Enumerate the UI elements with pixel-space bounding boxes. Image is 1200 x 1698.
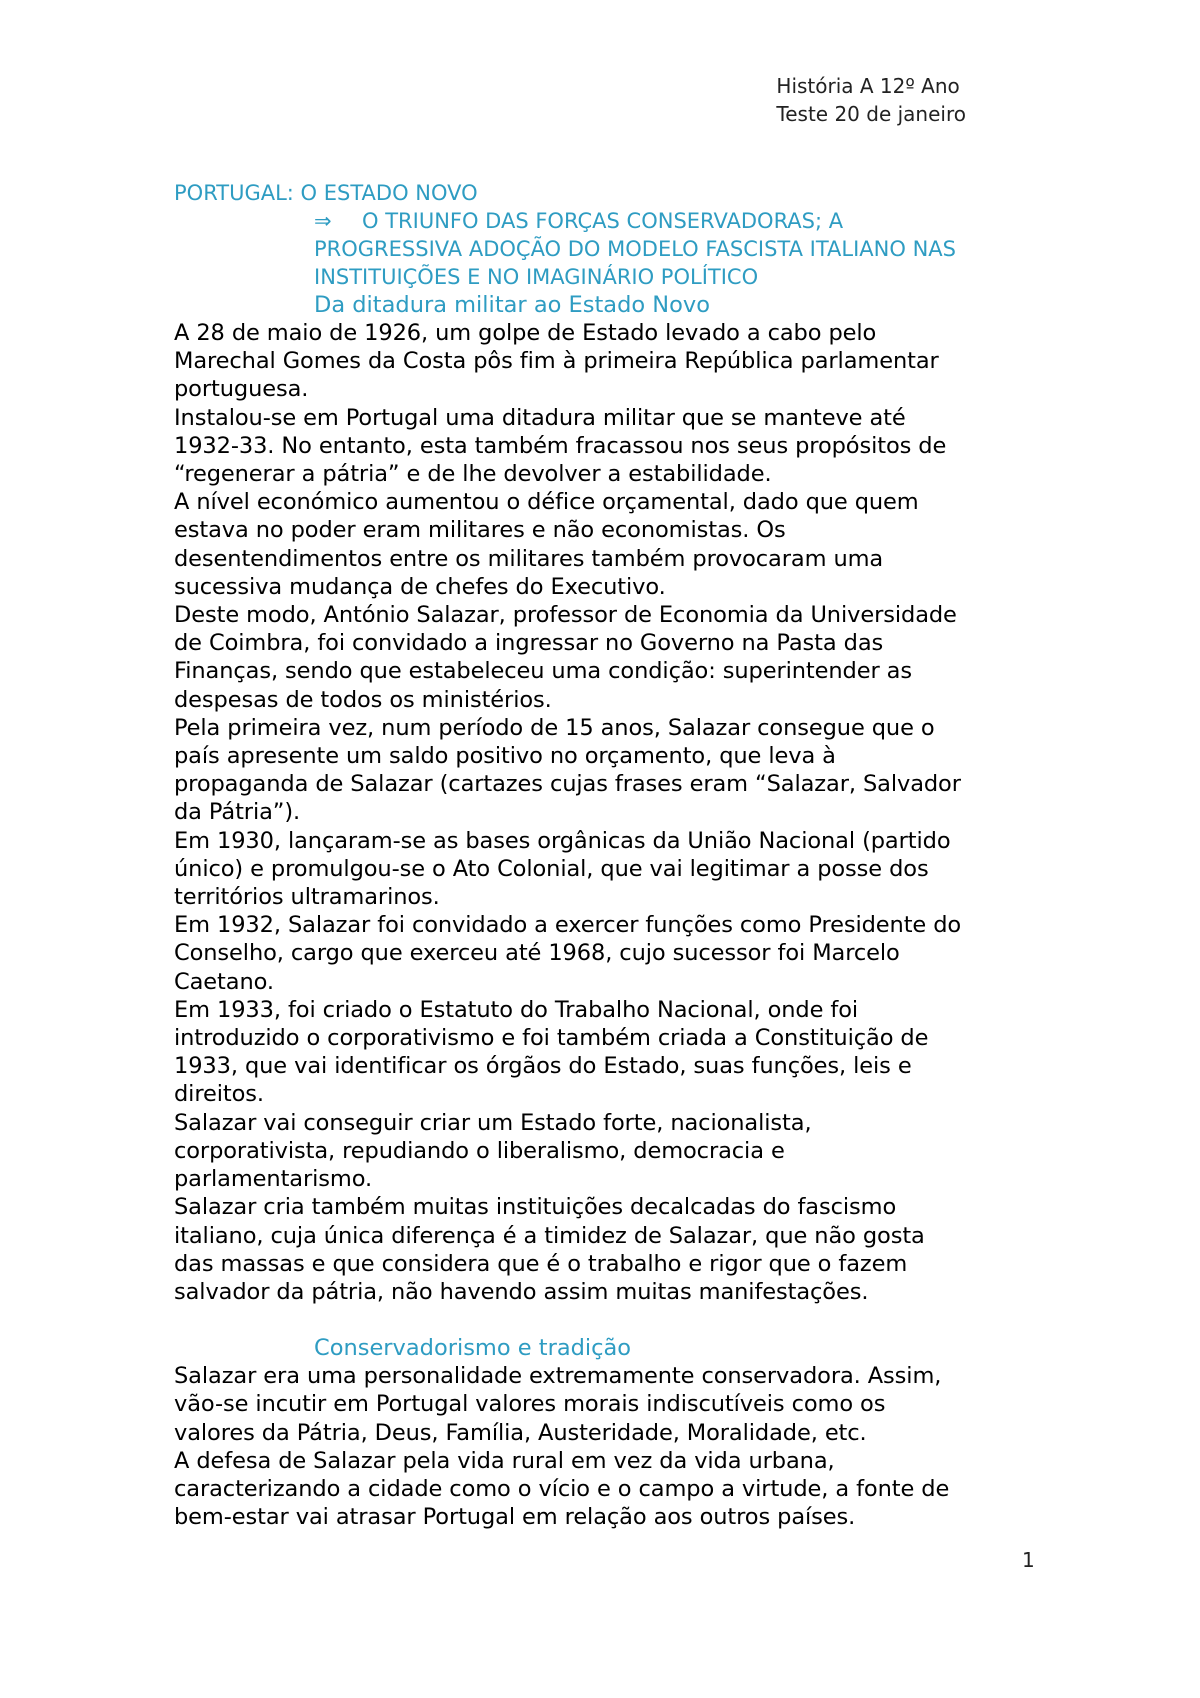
text-line: país apresente um saldo positivo no orçamento, que leva à: [174, 743, 836, 770]
text-line: salvador da pátria, não havendo assim muitas manifestações.: [174, 1278, 869, 1305]
text-line: parlamentarismo.: [174, 1166, 373, 1193]
right-arrow-icon: ⇒: [314, 209, 332, 233]
text-line: de Coimbra, foi convidado a ingressar no Governo na Pasta das: [174, 630, 884, 657]
text-line: Pela primeira vez, num período de 15 anos, Salazar consegue que o: [174, 714, 935, 741]
text-line: direitos.: [174, 1081, 264, 1108]
header-test-date: Teste 20 de janeiro: [776, 102, 966, 126]
text-line: caracterizando a cidade como o vício e o campo a virtude, a fonte de: [174, 1475, 950, 1502]
text-line: bem-estar vai atrasar Portugal em relação aos outros países.: [174, 1504, 856, 1531]
text-line: 1932-33. No entanto, esta também fracassou nos seus propósitos de: [174, 432, 947, 459]
text-line: Salazar era uma personalidade extremamente conservadora. Assim,: [174, 1363, 942, 1390]
text-line: Caetano.: [174, 968, 274, 995]
text-line: portuguesa.: [174, 376, 309, 403]
text-line: Marechal Gomes da Costa pôs fim à primeira República parlamentar: [174, 348, 939, 375]
section-heading-1: Da ditadura militar ao Estado Novo: [314, 292, 710, 318]
text-line: Deste modo, António Salazar, professor de Economia da Universidade: [174, 602, 957, 629]
text-line: Em 1933, foi criado o Estatuto do Trabalho Nacional, onde foi: [174, 996, 859, 1023]
text-line: despesas de todos os ministérios.: [174, 686, 552, 713]
document-subtitle: [314, 207, 1046, 291]
text-line: A defesa de Salazar pela vida rural em vez da vida urbana,: [174, 1447, 835, 1474]
header-subject: História A 12º Ano: [776, 74, 960, 98]
text-line: Em 1932, Salazar foi convidado a exercer funções como Presidente do: [174, 912, 962, 939]
text-line: valores da Pátria, Deus, Família, Austeridade, Moralidade, etc.: [174, 1419, 867, 1446]
section-2-text: [174, 1362, 1046, 1531]
text-line: Instalou-se em Portugal uma ditadura militar que se manteve até: [174, 404, 906, 431]
document-body: [174, 179, 1046, 1531]
section-1-text: [174, 319, 1046, 1306]
text-line: da Pátria”).: [174, 799, 301, 826]
paragraph-gap: [174, 1306, 1046, 1334]
text-line: territórios ultramarinos.: [174, 884, 440, 911]
text-line: “regenerar a pátria” e de lhe devolver a estabilidade.: [174, 461, 772, 488]
page-number: 1: [1022, 1548, 1035, 1572]
subtitle-line-1: ⇒ O TRIUNFO DAS FORÇAS CONSERVADORAS; A: [314, 209, 844, 233]
text-line: propaganda de Salazar (cartazes cujas frases eram “Salazar, Salvador: [174, 771, 961, 798]
text-line: A 28 de maio de 1926, um golpe de Estado levado a cabo pelo: [174, 320, 877, 346]
document-title: PORTUGAL: O ESTADO NOVO: [174, 181, 478, 205]
text-line: sucessiva mudança de chefes do Executivo.: [174, 573, 666, 600]
text-line: 1933, que vai identificar os órgãos do Estado, suas funções, leis e: [174, 1053, 912, 1080]
text-line: italiano, cuja única diferença é a timidez de Salazar, que não gosta: [174, 1222, 925, 1249]
text-line: Salazar cria também muitas instituições decalcadas do fascismo: [174, 1194, 897, 1221]
text-line: desentendimentos entre os militares também provocaram uma: [174, 545, 884, 572]
subtitle-line-2: PROGRESSIVA ADOÇÃO DO MODELO FASCISTA ITALIANO NAS: [314, 237, 956, 261]
text-line: estava no poder eram militares e não economistas. Os: [174, 517, 786, 544]
page-header: [776, 72, 966, 128]
subtitle-line-3: INSTITUIÇÕES E NO IMAGINÁRIO POLÍTICO: [314, 265, 759, 289]
text-line: introduzido o corporativismo e foi também criada a Constituição de: [174, 1025, 929, 1052]
text-line: Finanças, sendo que estabeleceu uma condição: superintender as: [174, 658, 912, 685]
text-line: Conselho, cargo que exerceu até 1968, cujo sucessor foi Marcelo: [174, 940, 900, 967]
text-line: das massas e que considera que é o trabalho e rigor que o fazem: [174, 1250, 908, 1277]
text-line: A nível económico aumentou o défice orçamental, dado que quem: [174, 489, 919, 516]
section-heading-2: Conservadorismo e tradição: [314, 1335, 632, 1362]
text-line: corporativista, repudiando o liberalismo, democracia e: [174, 1137, 785, 1164]
text-line: único) e promulgou-se o Ato Colonial, que vai legitimar a posse dos: [174, 855, 929, 882]
text-line: vão-se incutir em Portugal valores morais indiscutíveis como os: [174, 1391, 886, 1418]
text-line: Salazar vai conseguir criar um Estado forte, nacionalista,: [174, 1109, 812, 1136]
text-line: Em 1930, lançaram-se as bases orgânicas da União Nacional (partido: [174, 827, 951, 854]
